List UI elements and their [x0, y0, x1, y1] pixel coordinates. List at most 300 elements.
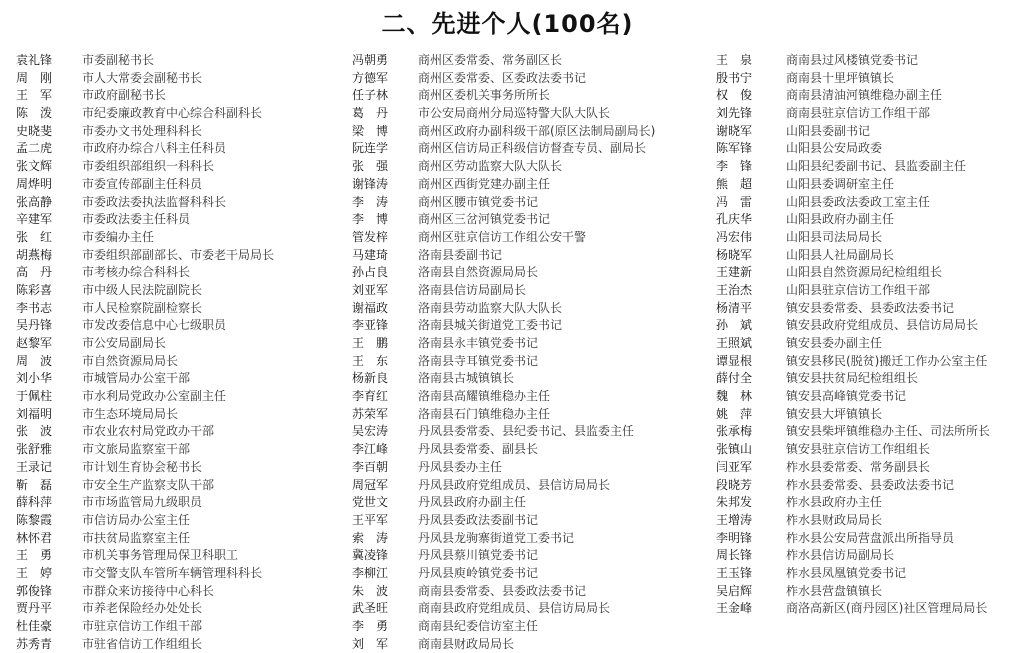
honoree-name: 李育红 [352, 389, 389, 404]
honoree-name: 冯 雷 [716, 194, 753, 209]
honoree-name: 刘先锋 [716, 106, 753, 121]
honoree-entry [16, 370, 326, 388]
honoree-name: 管发梓 [352, 229, 389, 244]
honoree-name: 孙 斌 [716, 318, 753, 333]
honoree-entry [352, 600, 702, 618]
honoree-position: 市文旅局监察室干部 [82, 442, 191, 457]
honoree-entry [16, 158, 326, 176]
honoree-name: 吴宏涛 [352, 424, 389, 439]
honoree-entry [16, 140, 326, 158]
honoree-entry [716, 459, 1015, 477]
honoree-position: 柞水县公安局营盘派出所指导员 [786, 530, 955, 545]
honoree-entry [352, 176, 702, 194]
honoree-position: 市信访局办公室主任 [82, 512, 191, 527]
honoree-entry [352, 317, 702, 335]
honoree-position: 柞水县财政局局长 [786, 512, 883, 527]
honoree-name: 王 勇 [16, 548, 53, 563]
honoree-name: 王治杰 [716, 282, 753, 297]
honoree-position: 山阳县公安局政委 [786, 141, 883, 156]
honoree-name: 索 涛 [352, 530, 389, 545]
honoree-entry [716, 370, 1015, 388]
honoree-name: 葛 丹 [352, 106, 389, 121]
honoree-entry [16, 494, 326, 512]
honoree-position: 山阳县司法局局长 [786, 229, 883, 244]
honoree-name: 苏秀青 [16, 636, 53, 651]
honoree-entry [352, 70, 702, 88]
honoree-position: 市考核办综合科科长 [82, 265, 191, 280]
honoree-name: 孔庆华 [716, 212, 753, 227]
honoree-position: 市机关事务管理局保卫科职工 [82, 548, 239, 563]
honoree-name: 张文辉 [16, 159, 53, 174]
honoree-column-2 [352, 52, 702, 653]
honoree-name: 谢晓军 [716, 123, 753, 138]
honoree-entry [716, 512, 1015, 530]
honoree-entry [16, 530, 326, 548]
honoree-name: 靳 磊 [16, 477, 53, 492]
honoree-position: 市人民检察院副检察长 [82, 300, 203, 315]
honoree-entry [352, 636, 702, 653]
honoree-entry [716, 140, 1015, 158]
honoree-entry [716, 494, 1015, 512]
honoree-name: 谭显根 [716, 353, 753, 368]
honoree-position: 商南县政府党组成员、县信访局局长 [418, 601, 611, 616]
honoree-name: 刘 军 [352, 636, 389, 651]
honoree-entry [716, 264, 1015, 282]
honoree-position: 商州区政府办副科级干部(原区法制局副局长) [418, 123, 656, 138]
honoree-position: 洛南县城关街道党工委书记 [418, 318, 563, 333]
honoree-entry [16, 441, 326, 459]
honoree-position: 丹凤县政府办副主任 [418, 495, 527, 510]
honoree-name: 任子林 [352, 88, 389, 103]
honoree-name: 吴启辉 [716, 583, 753, 598]
honoree-entry [352, 140, 702, 158]
honoree-entry [352, 441, 702, 459]
honoree-name: 李书志 [16, 300, 53, 315]
honoree-entry [352, 583, 702, 601]
honoree-entry [16, 406, 326, 424]
honoree-entry [16, 317, 326, 335]
honoree-name: 孟二虎 [16, 141, 53, 156]
honoree-position: 市中级人民法院副院长 [82, 282, 203, 297]
honoree-position: 市市场监管局九级职员 [82, 495, 203, 510]
honoree-entry [352, 247, 702, 265]
honoree-entry [716, 70, 1015, 88]
honoree-entry [352, 300, 702, 318]
honoree-position: 洛南县劳动监察大队大队长 [418, 300, 563, 315]
honoree-name: 王照斌 [716, 336, 753, 350]
honoree-name: 党世文 [352, 495, 389, 510]
honoree-name: 林怀君 [16, 530, 53, 545]
honoree-position: 丹凤县庾岭镇党委书记 [418, 565, 539, 580]
honoree-entry [16, 512, 326, 530]
honoree-entry [716, 229, 1015, 247]
honoree-name: 张 波 [16, 424, 53, 439]
honoree-name: 李 锋 [716, 159, 753, 174]
honoree-name: 周 波 [16, 353, 53, 368]
honoree-name: 冯宏伟 [716, 229, 753, 244]
honoree-position: 商州区信访局正科级信访督查专员、副局长 [418, 141, 647, 156]
honoree-entry [352, 512, 702, 530]
honoree-name: 杨新良 [352, 371, 389, 386]
honoree-column-3 [716, 52, 1015, 618]
honoree-name: 李柳江 [352, 565, 389, 580]
honoree-position: 市委编办主任 [82, 229, 155, 244]
honoree-entry [716, 282, 1015, 300]
honoree-position: 市委政法委执法监督科科长 [82, 194, 227, 209]
honoree-entry [716, 441, 1015, 459]
honoree-entry [352, 547, 702, 565]
honoree-entry [716, 247, 1015, 265]
honoree-name: 谢福政 [352, 300, 389, 315]
honoree-name: 段晓芳 [716, 477, 753, 492]
honoree-position: 山阳县委政法委政工室主任 [786, 194, 931, 209]
honoree-entry [716, 335, 1015, 353]
honoree-name: 李江峰 [352, 442, 389, 457]
honoree-entry [16, 353, 326, 371]
honoree-entry [16, 636, 326, 653]
honoree-entry [352, 123, 702, 141]
honoree-position: 山阳县驻京信访工作组干部 [786, 282, 931, 297]
honoree-name: 王金峰 [716, 601, 753, 616]
honoree-entry [352, 459, 702, 477]
honoree-position: 市人大常委会副秘书长 [82, 70, 203, 85]
honoree-name: 张高静 [16, 194, 53, 209]
honoree-entry [16, 247, 326, 265]
honoree-position: 洛南县永丰镇党委书记 [418, 336, 539, 350]
honoree-entry [16, 547, 326, 565]
honoree-position: 镇安县柴坪镇维稳办主任、司法所所长 [786, 424, 991, 439]
honoree-name: 朱邦发 [716, 495, 753, 510]
honoree-position: 柞水县委常委、县委政法委书记 [786, 477, 955, 492]
honoree-name: 王 军 [16, 88, 53, 103]
honoree-position: 市城管局办公室干部 [82, 371, 191, 386]
honoree-name: 李亚锋 [352, 318, 389, 333]
honoree-entry [352, 211, 702, 229]
honoree-position: 市委办文书处理科科长 [82, 123, 203, 138]
honoree-position: 洛南县高耀镇维稳办主任 [418, 389, 551, 404]
honoree-name: 王 泉 [716, 53, 753, 67]
honoree-entry [16, 70, 326, 88]
honoree-name: 辛建军 [16, 212, 53, 227]
honoree-entry [16, 565, 326, 583]
honoree-position: 商州区委常委、常务副区长 [418, 53, 563, 67]
honoree-name: 陈 泼 [16, 106, 53, 121]
honoree-name: 马建琦 [352, 247, 389, 262]
honoree-name: 王 鹏 [352, 336, 389, 350]
honoree-name: 王玉锋 [716, 565, 753, 580]
honoree-entry [716, 300, 1015, 318]
honoree-name: 贾丹平 [16, 601, 53, 616]
honoree-position: 市委副秘书长 [82, 53, 155, 67]
honoree-position: 市扶贫局监察室主任 [82, 530, 191, 545]
honoree-entry [352, 105, 702, 123]
honoree-position: 市委组织部组织一科科长 [82, 159, 215, 174]
honoree-name: 冀凌锋 [352, 548, 389, 563]
honoree-entry [16, 477, 326, 495]
honoree-entry [16, 264, 326, 282]
honoree-name: 张镇山 [716, 442, 753, 457]
honoree-position: 商南县纪委信访室主任 [418, 619, 539, 633]
honoree-name: 刘亚军 [352, 282, 389, 297]
honoree-position: 市安全生产监察支队干部 [82, 477, 215, 492]
honoree-name: 周长锋 [716, 548, 753, 563]
honoree-entry [16, 388, 326, 406]
honoree-name: 李百朝 [352, 459, 389, 474]
honoree-position: 丹凤县委常委、副县长 [418, 442, 539, 457]
honoree-name: 薛付全 [716, 371, 753, 386]
honoree-entry [16, 282, 326, 300]
honoree-name: 梁 博 [352, 123, 389, 138]
honoree-name: 王录记 [16, 459, 53, 474]
honoree-name: 郭俊锋 [16, 583, 53, 598]
honoree-entry [352, 530, 702, 548]
honoree-entry [16, 105, 326, 123]
honoree-entry [716, 565, 1015, 583]
honoree-entry [352, 477, 702, 495]
honoree-position: 洛南县古城镇镇长 [418, 371, 515, 386]
honoree-name: 武圣旺 [352, 601, 389, 616]
honoree-position: 市水利局党政办公室副主任 [82, 389, 227, 404]
honoree-position: 市驻京信访工作组干部 [82, 619, 203, 633]
honoree-position: 山阳县委调研室主任 [786, 176, 895, 191]
honoree-entry [352, 264, 702, 282]
honoree-entry [16, 176, 326, 194]
honoree-name: 刘福明 [16, 406, 53, 421]
honoree-entry [16, 618, 326, 636]
honoree-entry [716, 423, 1015, 441]
honoree-position: 市纪委廉政教育中心综合科副科长 [82, 106, 263, 121]
honoree-name: 史晓斐 [16, 123, 53, 138]
honoree-name: 阮连学 [352, 141, 389, 156]
honoree-position: 山阳县政府办副主任 [786, 212, 895, 227]
honoree-entry [352, 87, 702, 105]
honoree-position: 山阳县委副书记 [786, 123, 871, 138]
honoree-position: 镇安县移民(脱贫)搬迁工作办公室主任 [786, 353, 988, 368]
honoree-position: 柞水县营盘镇镇长 [786, 583, 883, 598]
honoree-position: 市委宣传部副主任科员 [82, 176, 203, 191]
honoree-entry [16, 123, 326, 141]
honoree-entry [352, 335, 702, 353]
honoree-name: 张承梅 [716, 424, 753, 439]
honoree-position: 商州区驻京信访工作组公安干警 [418, 229, 587, 244]
honoree-name: 杨晓军 [716, 247, 753, 262]
page-title: 二、先进个人(100名) [381, 10, 634, 38]
honoree-entry [716, 530, 1015, 548]
honoree-position: 洛南县石门镇维稳办主任 [418, 406, 551, 421]
honoree-position: 镇安县扶贫局纪检组组长 [786, 371, 919, 386]
honoree-position: 丹凤县蔡川镇党委书记 [418, 548, 539, 563]
honoree-name: 方德军 [352, 70, 389, 85]
honoree-entry [716, 388, 1015, 406]
honoree-position: 商州区委常委、区委政法委书记 [418, 70, 587, 85]
honoree-name: 陈军锋 [716, 141, 753, 156]
honoree-name: 殷书宁 [716, 70, 753, 85]
honoree-position: 市群众来访接待中心科长 [82, 583, 215, 598]
honoree-position: 镇安县大坪镇镇长 [786, 406, 883, 421]
honoree-position: 商州区委机关事务所所长 [418, 88, 551, 103]
honoree-entry [352, 388, 702, 406]
honoree-name: 张 强 [352, 159, 389, 174]
honoree-entry [352, 353, 702, 371]
honoree-name: 朱 波 [352, 583, 389, 598]
honoree-entry [16, 194, 326, 212]
honoree-position: 镇安县政府党组成员、县信访局局长 [786, 318, 979, 333]
honoree-entry [16, 600, 326, 618]
honoree-position: 市委组织部副部长、市委老干局局长 [82, 247, 275, 262]
honoree-entry [16, 335, 326, 353]
honoree-column-1 [16, 52, 326, 653]
honoree-entry [716, 211, 1015, 229]
honoree-entry [16, 423, 326, 441]
honoree-position: 市自然资源局局长 [82, 353, 179, 368]
honoree-name: 王平军 [352, 512, 389, 527]
honoree-position: 市农业农村局党政办干部 [82, 424, 215, 439]
honoree-name: 赵黎军 [16, 336, 53, 350]
honoree-position: 洛南县寺耳镇党委书记 [418, 353, 539, 368]
honoree-entry [716, 158, 1015, 176]
honoree-entry [16, 583, 326, 601]
honoree-entry [16, 300, 326, 318]
honoree-name: 周 刚 [16, 70, 53, 85]
honoree-position: 洛南县信访局副局长 [418, 282, 527, 297]
honoree-position: 柞水县政府办主任 [786, 495, 883, 510]
honoree-name: 薛科萍 [16, 495, 53, 510]
honoree-position: 市公安局商州分局巡特警大队大队长 [418, 106, 611, 121]
honoree-entry [716, 477, 1015, 495]
honoree-entry [352, 52, 702, 70]
honoree-entry [716, 583, 1015, 601]
honoree-position: 丹凤县龙驹寨街道党工委书记 [418, 530, 575, 545]
honoree-name: 陈黎霞 [16, 512, 53, 527]
honoree-position: 市计划生育协会秘书长 [82, 459, 203, 474]
honoree-position: 市委政法委主任科员 [82, 212, 191, 227]
honoree-name: 姚 萍 [716, 406, 753, 421]
honoree-entry [352, 618, 702, 636]
honoree-position: 商州区三岔河镇党委书记 [418, 212, 551, 227]
honoree-position: 镇安县委常委、县委政法委书记 [786, 300, 955, 315]
honoree-entry [16, 87, 326, 105]
honoree-entry [716, 194, 1015, 212]
honoree-name: 冯朝勇 [352, 53, 389, 67]
honoree-position: 市政府副秘书长 [82, 88, 167, 103]
honoree-entry [352, 494, 702, 512]
honoree-entry [352, 406, 702, 424]
honoree-position: 丹凤县委常委、县纪委书记、县监委主任 [418, 424, 635, 439]
honoree-position: 丹凤县政府党组成员、县信访局局长 [418, 477, 611, 492]
honoree-name: 高 丹 [16, 265, 53, 280]
honoree-name: 李 勇 [352, 619, 389, 633]
honoree-position: 商洛高新区(商丹园区)社区管理局局长 [786, 601, 988, 616]
honoree-position: 商州区劳动监察大队大队长 [418, 159, 563, 174]
honoree-name: 吴丹锋 [16, 318, 53, 333]
honoree-name: 周烨明 [16, 176, 53, 191]
honoree-position: 山阳县自然资源局纪检组组长 [786, 265, 943, 280]
honoree-position: 丹凤县委政法委副书记 [418, 512, 539, 527]
honoree-entry [716, 317, 1015, 335]
honoree-name: 周冠军 [352, 477, 389, 492]
honoree-name: 李 博 [352, 212, 389, 227]
honoree-name: 闫亚军 [716, 459, 753, 474]
honoree-position: 商南县过风楼镇党委书记 [786, 53, 919, 67]
honoree-position: 商南县清油河镇维稳办副主任 [786, 88, 943, 103]
honoree-position: 商州区腰市镇党委书记 [418, 194, 539, 209]
honoree-name: 张舒雅 [16, 442, 53, 457]
honoree-name: 刘小华 [16, 371, 53, 386]
honoree-entry [352, 194, 702, 212]
honoree-position: 商南县委常委、县委政法委书记 [418, 583, 587, 598]
honoree-entry [716, 600, 1015, 618]
honoree-position: 柞水县凤凰镇党委书记 [786, 565, 907, 580]
honoree-position: 商南县驻京信访工作组干部 [786, 106, 931, 121]
honoree-position: 市生态环境局局长 [82, 406, 179, 421]
honoree-name: 杜佳豪 [16, 619, 53, 633]
honoree-entry [352, 423, 702, 441]
honoree-entry [16, 229, 326, 247]
honoree-position: 市驻省信访工作组组长 [82, 636, 203, 651]
honoree-name: 王 东 [352, 353, 389, 368]
honoree-name: 苏荣军 [352, 406, 389, 421]
honoree-entry [352, 282, 702, 300]
honoree-name: 袁礼锋 [16, 53, 53, 67]
honoree-position: 洛南县自然资源局局长 [418, 265, 539, 280]
honoree-entry [716, 353, 1015, 371]
honoree-position: 镇安县委办副主任 [786, 336, 883, 350]
honoree-name: 胡燕梅 [16, 247, 53, 262]
honoree-position: 市交警支队车管所车辆管理科科长 [82, 565, 263, 580]
honoree-entry [716, 176, 1015, 194]
honoree-name: 王 婷 [16, 565, 53, 580]
honoree-entry [716, 123, 1015, 141]
honoree-name: 于佩柱 [16, 389, 53, 404]
honoree-position: 镇安县驻京信访工作组组长 [786, 442, 931, 457]
honoree-entry [16, 459, 326, 477]
honoree-position: 洛南县委副书记 [418, 247, 503, 262]
honoree-position: 市政府办综合八科主任科员 [82, 141, 227, 156]
honoree-position: 山阳县人社局副局长 [786, 247, 895, 262]
honoree-position: 镇安县高峰镇党委书记 [786, 389, 907, 404]
honoree-name: 熊 超 [716, 176, 753, 191]
honoree-entry [716, 87, 1015, 105]
honoree-position: 丹凤县委办主任 [418, 459, 503, 474]
honoree-position: 柞水县委常委、常务副县长 [786, 459, 931, 474]
honoree-entry [352, 229, 702, 247]
honoree-entry [16, 52, 326, 70]
honoree-position: 柞水县信访局副局长 [786, 548, 895, 563]
honoree-entry [16, 211, 326, 229]
honoree-name: 王增涛 [716, 512, 753, 527]
honoree-name: 谢锋涛 [352, 176, 389, 191]
honoree-name: 张 红 [16, 229, 53, 244]
honoree-name: 李明锋 [716, 530, 753, 545]
honoree-name: 权 俊 [716, 88, 753, 103]
honoree-name: 王建新 [716, 265, 753, 280]
honoree-name: 陈彩喜 [16, 282, 53, 297]
honoree-name: 孙占良 [352, 265, 389, 280]
honoree-entry [352, 370, 702, 388]
honoree-position: 市发改委信息中心七级职员 [82, 318, 227, 333]
honoree-entry [716, 547, 1015, 565]
honoree-entry [352, 565, 702, 583]
honoree-entry [716, 406, 1015, 424]
honoree-position: 市公安局副局长 [82, 336, 167, 350]
honoree-entry [716, 105, 1015, 123]
honoree-name: 魏 林 [716, 389, 753, 404]
honoree-position: 市养老保险经办处处长 [82, 601, 203, 616]
honoree-entry [716, 52, 1015, 70]
honoree-entry [352, 158, 702, 176]
honoree-name: 杨清平 [716, 300, 753, 315]
honoree-position: 商南县十里坪镇镇长 [786, 70, 895, 85]
